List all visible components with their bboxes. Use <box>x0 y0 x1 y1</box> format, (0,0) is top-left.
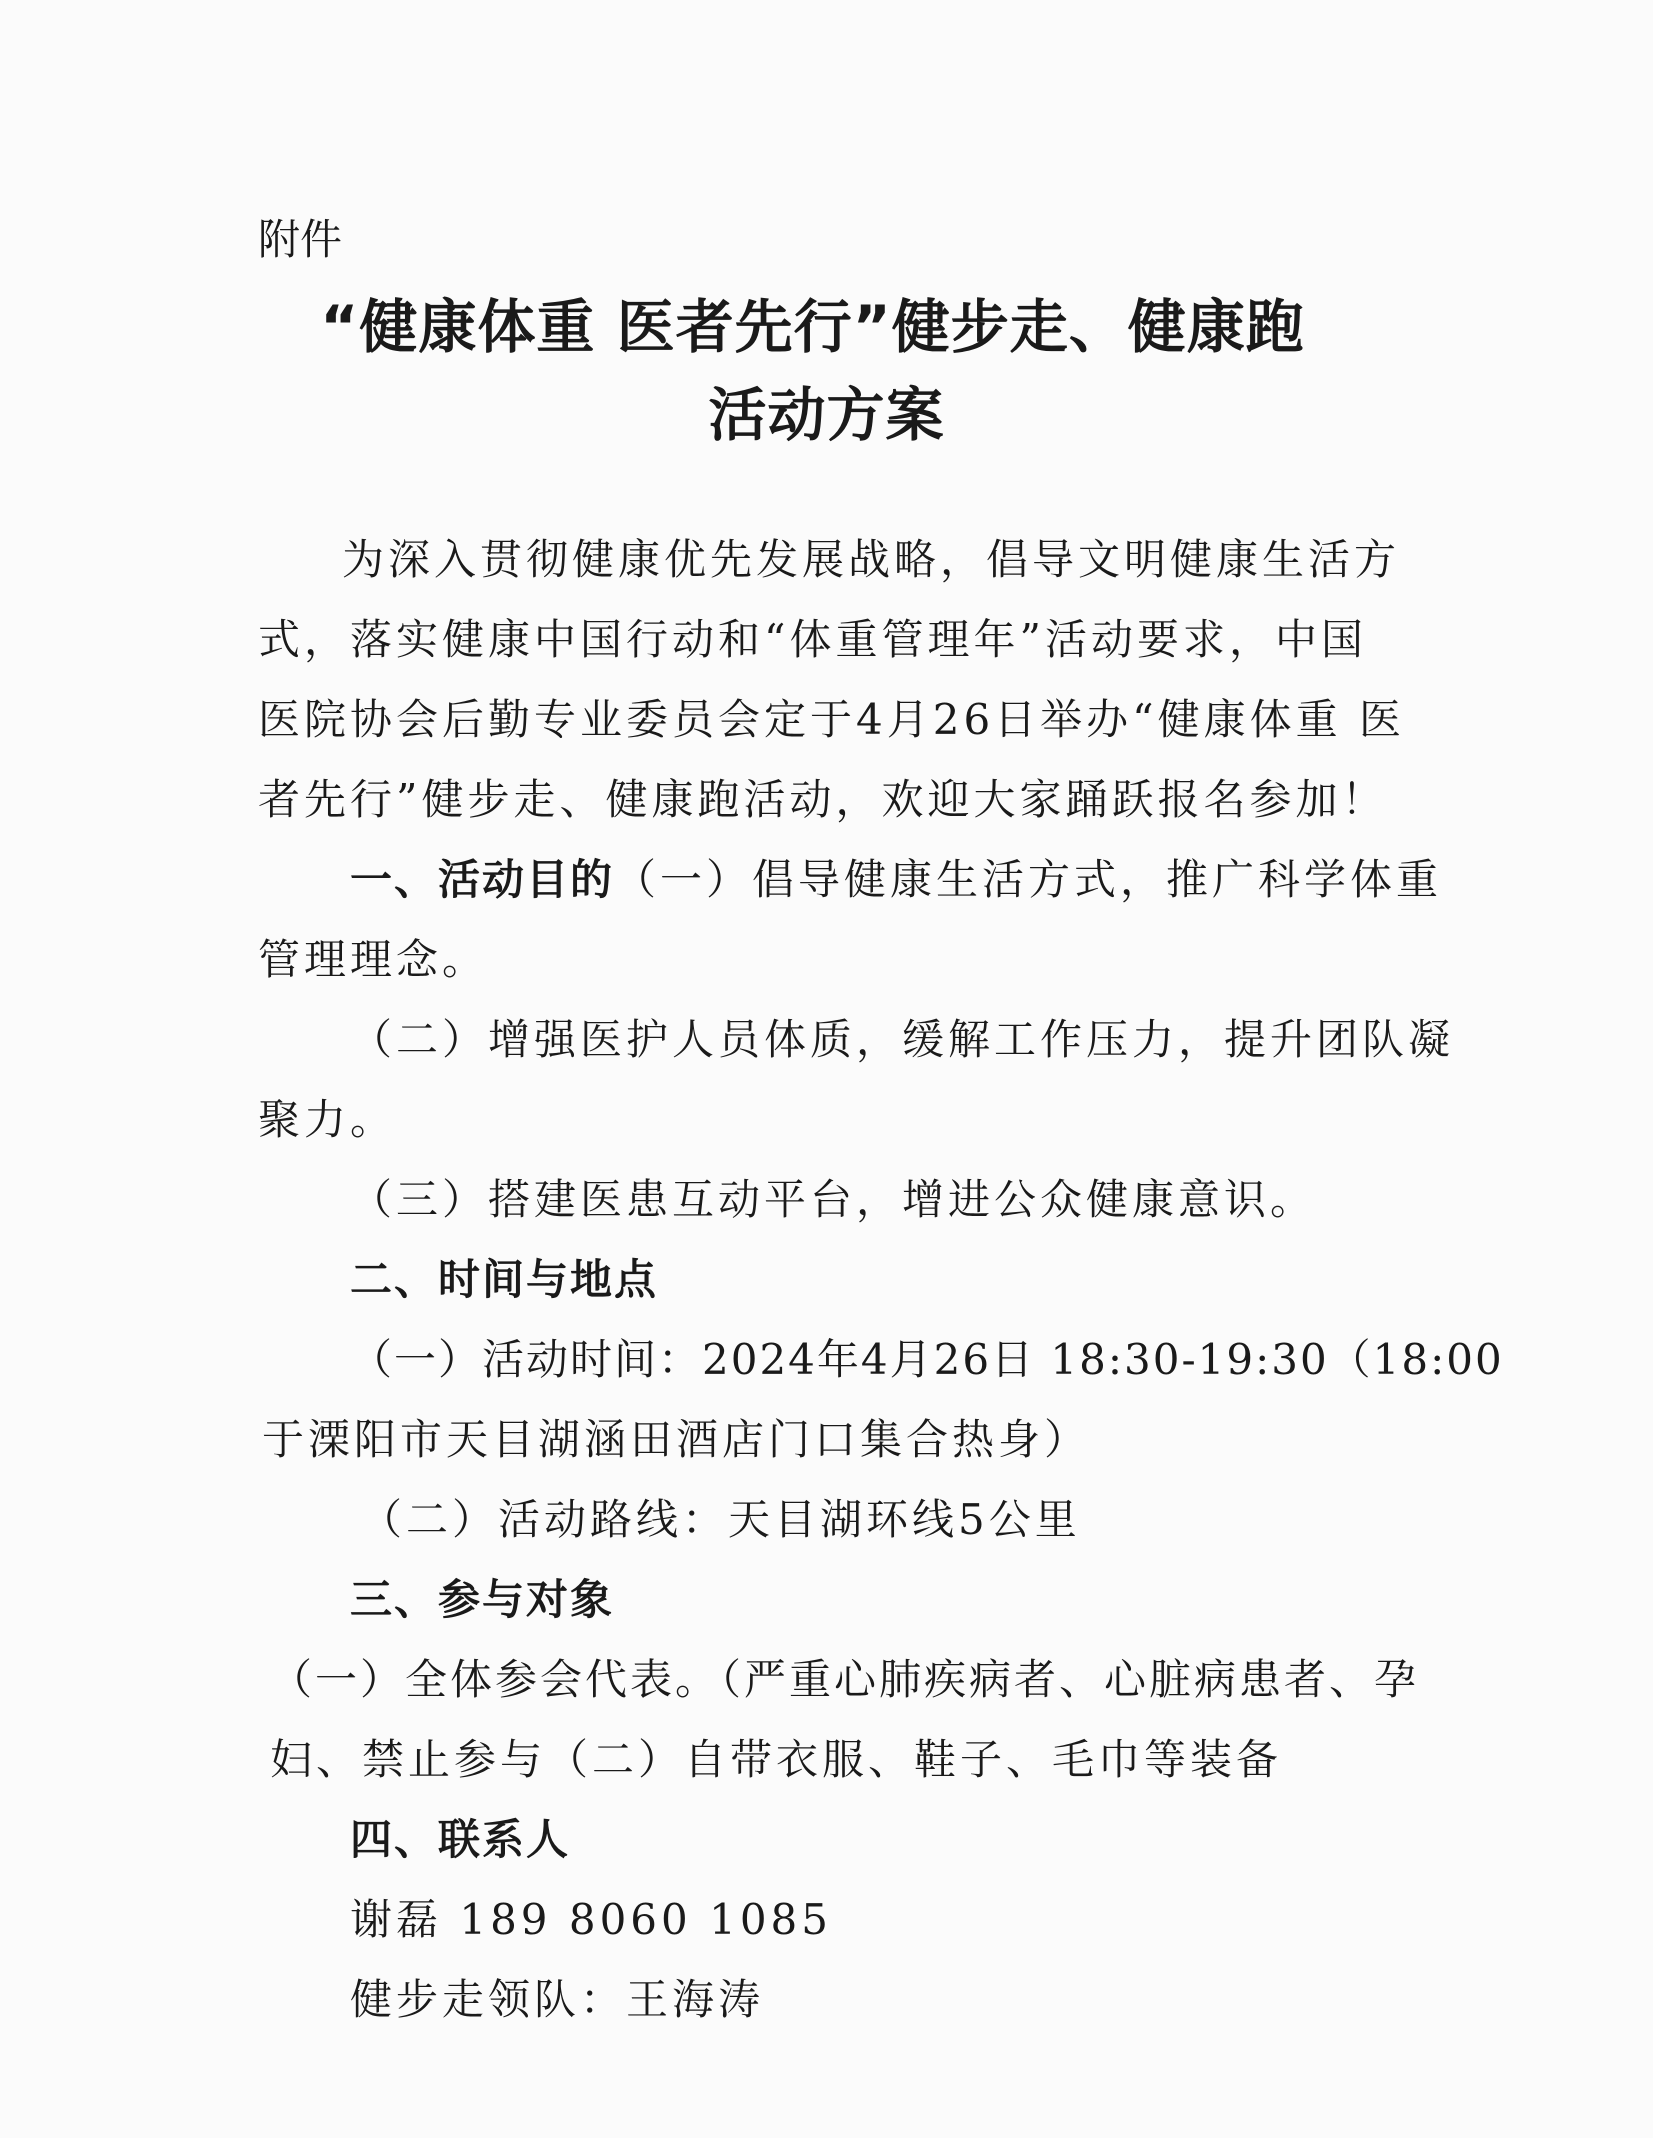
intro-paragraph: 为深入贯彻健康优先发展战略，倡导文明健康生活方式，落实健康中国行动和“体重管理年”活动要求，中国医院协会后勤专业委员会定于4月26日举办“健康体重 医者先行”健步走、健康跑活动，欢迎大家踊跃报名参加！ <box>258 535 1405 824</box>
attachment-label: 附件 <box>258 215 343 264</box>
section4-heading: 四、联系人 <box>350 1815 571 1864</box>
contact-2: 健步走领队：王海涛 <box>350 1975 765 2024</box>
section1-item1-rest: 管理理念。 <box>258 935 489 984</box>
section2-item2: （二）活动路线：天目湖环线5公里 <box>360 1495 1081 1544</box>
section1-item1-first: （一）倡导健康生活方式，推广科学体重 <box>614 855 1443 904</box>
document-title-line1: “健康体重 医者先行”健步走、健康跑 <box>320 293 1305 361</box>
document-title-line2: 活动方案 <box>708 381 945 449</box>
section2-item1-rest: 于溧阳市天目湖涵田酒店门口集合热身） <box>262 1415 1091 1464</box>
section1-item3: （三）搭建医患互动平台，增进公众健康意识。 <box>350 1175 1317 1224</box>
section1-item2-first: （二）增强医护人员体质，缓解工作压力，提升团队凝 <box>350 1015 1455 1064</box>
section3-item-first: （一）全体参会代表。（严重心肺疾病者、心脏病患者、孕 <box>270 1655 1420 1704</box>
section3-item-rest: 妇、禁止参与（二）自带衣服、鞋子、毛巾等装备 <box>270 1735 1283 1784</box>
section2-item1-first: （一）活动时间：2024年4月26日 18:30-19:30（18:00 <box>350 1335 1504 1384</box>
section1-item2-rest: 聚力。 <box>258 1095 397 1144</box>
contact-1: 谢磊 189 8060 1085 <box>350 1895 832 1944</box>
section3-heading: 三、参与对象 <box>350 1575 615 1624</box>
section1-heading: 一、活动目的 <box>350 855 615 904</box>
section1-row <box>350 840 1442 920</box>
section2-heading: 二、时间与地点 <box>350 1255 659 1304</box>
